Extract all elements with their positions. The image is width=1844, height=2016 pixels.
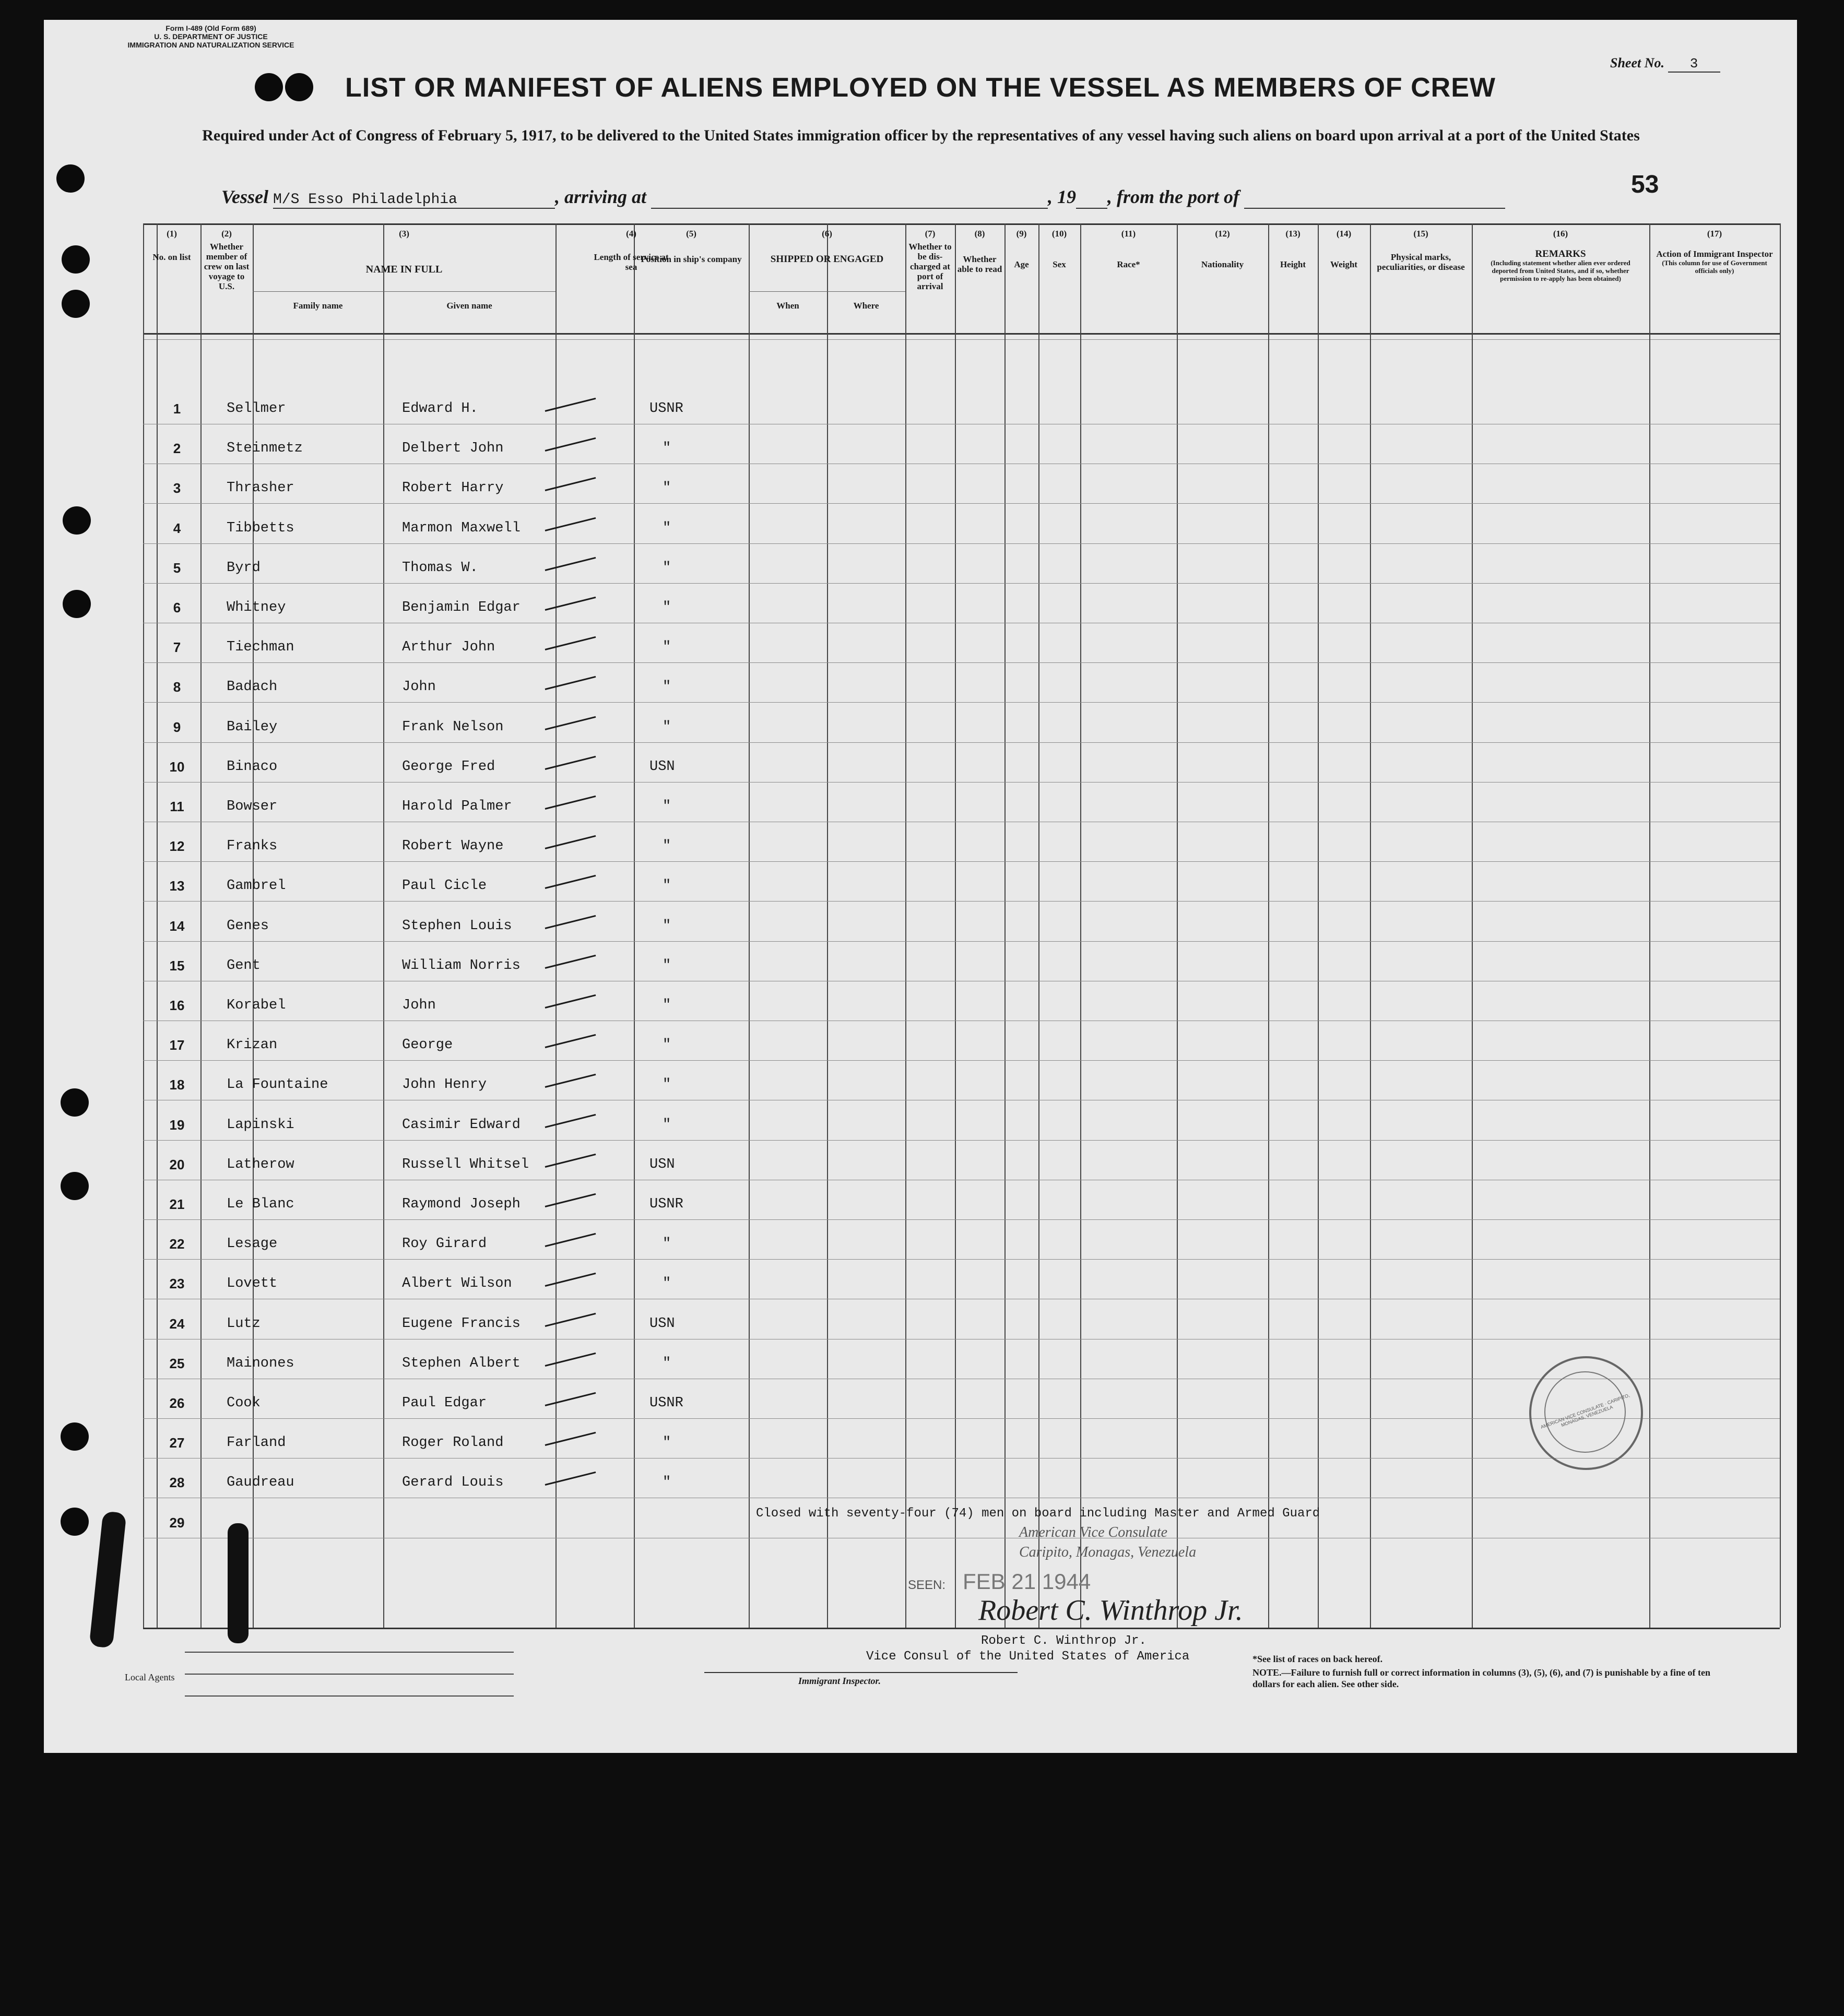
row-number: 5 — [173, 560, 181, 576]
col-line — [1080, 223, 1081, 1628]
service-check-mark — [545, 597, 596, 611]
family-name-cell: Thrasher — [227, 480, 294, 496]
position-cell: " — [663, 878, 671, 894]
col8-header: (8) Whether able to read — [957, 229, 1002, 274]
binder-residue-left — [89, 1511, 127, 1648]
col17-header: (17) Action of Immigrant Inspector (This column for use of Government officials only) — [1656, 229, 1773, 275]
col2-header: (2) Whether member of crew on last voyage to U.S. — [204, 229, 250, 291]
family-name-cell: Gambrel — [227, 878, 286, 894]
col-line — [634, 223, 635, 1628]
row-number: 6 — [173, 600, 181, 615]
family-name-cell: Franks — [227, 838, 278, 855]
given-name-cell: Casimir Edward — [402, 1117, 521, 1133]
col7-header: (7) Whether to be dis-charged at port of arrival — [908, 229, 952, 291]
agent-line-1 — [185, 1652, 514, 1653]
closing-statement: Closed with seventy-four (74) men on board including Master and Armed Guard — [756, 1507, 1320, 1521]
col-line — [143, 223, 144, 1628]
service-check-mark — [545, 477, 596, 491]
family-name-cell: Sellmer — [227, 401, 286, 417]
row-number: 17 — [169, 1037, 185, 1053]
given-name-cell: Roy Girard — [402, 1236, 487, 1252]
row-number: 29 — [169, 1514, 185, 1531]
row-rule — [143, 901, 1780, 902]
row-rule — [143, 1140, 1780, 1141]
service-check-mark — [545, 676, 596, 690]
family-name-cell: Lesage — [227, 1236, 278, 1252]
service-check-mark — [545, 1113, 596, 1128]
table-header-rule — [143, 333, 1780, 335]
position-cell: " — [663, 480, 671, 496]
position-cell: " — [663, 719, 671, 735]
row-number: 9 — [173, 719, 181, 735]
handwritten-signature: Robert C. Winthrop Jr. — [978, 1594, 1243, 1627]
col-line — [1318, 223, 1319, 1628]
col15-header: (15) Physical marks, peculiarities, or disease — [1377, 229, 1465, 272]
col9-header: (9) Age — [1014, 229, 1029, 269]
form-number: Form I-489 (Old Form 689) — [166, 24, 256, 32]
given-name-cell: Albert Wilson — [402, 1276, 512, 1292]
given-name-cell: Benjamin Edgar — [402, 600, 521, 615]
punch-hole — [56, 164, 85, 193]
given-name-cell: Paul Cicle — [402, 878, 487, 894]
row-number: 1 — [173, 401, 181, 417]
col-line — [1038, 223, 1039, 1628]
row-rule — [143, 861, 1780, 862]
given-name-cell: John — [402, 679, 436, 695]
given-name-cell: Paul Edgar — [402, 1395, 487, 1411]
given-name-cell: George Fred — [402, 758, 495, 775]
manifest-sheet — [44, 20, 1797, 1753]
page-title: LIST OR MANIFEST OF ALIENS EMPLOYED ON THE VESSEL AS MEMBERS OF CREW — [345, 73, 1496, 103]
service-check-mark — [545, 994, 596, 1009]
row-number: 25 — [169, 1355, 185, 1371]
row-number: 7 — [173, 639, 181, 656]
position-cell: USN — [649, 1315, 675, 1332]
col-line — [1780, 223, 1781, 1628]
col-line — [1177, 223, 1178, 1628]
family-name-cell: Gent — [227, 957, 261, 974]
row-rule — [143, 1060, 1780, 1061]
vessel-line — [221, 186, 1505, 209]
given-name-cell: Thomas W. — [402, 560, 478, 576]
given-name-cell: Eugene Francis — [402, 1315, 521, 1332]
row-rule — [143, 662, 1780, 663]
position-cell: " — [663, 918, 671, 934]
row-number: 3 — [173, 480, 181, 496]
penalty-note: NOTE.—Failure to furnish full or correct information in columns (3), (5), (6), and (7) is punishable by a fine of ten dollars for each alien. See other side. — [1252, 1667, 1711, 1689]
col-line — [200, 223, 202, 1628]
given-name-cell: Stephen Albert — [402, 1355, 521, 1371]
punch-hole — [61, 1422, 89, 1451]
service-check-mark — [545, 437, 596, 452]
service-check-mark — [545, 875, 596, 889]
service-check-mark — [545, 1233, 596, 1247]
family-name-cell: Binaco — [227, 758, 278, 775]
from-port-field — [1244, 192, 1505, 209]
position-cell: " — [663, 1077, 671, 1093]
year-field — [1076, 192, 1107, 209]
given-name-cell: Arthur John — [402, 639, 495, 656]
col11-header: (11) Race* — [1117, 229, 1140, 269]
row-number: 22 — [169, 1236, 185, 1252]
col1-header: (1) No. on list — [152, 229, 191, 262]
row-number: 12 — [169, 838, 185, 855]
position-cell: " — [663, 1236, 671, 1252]
position-cell: USN — [649, 1156, 675, 1172]
row-number: 18 — [169, 1077, 185, 1093]
sheet-number — [1610, 55, 1720, 73]
position-cell: " — [663, 1276, 671, 1292]
from-port-label: , from the port of — [1107, 186, 1240, 207]
col-line — [1268, 223, 1269, 1628]
arriving-port-field — [651, 192, 1048, 209]
seen-label: SEEN: — [908, 1578, 946, 1592]
position-cell: " — [663, 1117, 671, 1133]
row-number: 23 — [169, 1276, 185, 1292]
inspector-label: Immigrant Inspector. — [798, 1676, 881, 1686]
service-check-mark — [545, 1472, 596, 1486]
col14-header: (14) Weight — [1330, 229, 1357, 269]
row-number: 4 — [173, 520, 181, 536]
service-check-mark — [545, 915, 596, 929]
position-cell: " — [663, 639, 671, 656]
family-name-cell: Latherow — [227, 1156, 294, 1172]
position-cell: " — [663, 1355, 671, 1371]
family-name-cell: Genes — [227, 918, 269, 934]
family-name-cell: Korabel — [227, 998, 286, 1013]
where-header: Where — [853, 301, 879, 311]
races-note: *See list of races on back hereof. — [1252, 1654, 1383, 1664]
row-number: 26 — [169, 1395, 185, 1411]
given-name-cell: George — [402, 1037, 453, 1053]
page-number: 53 — [1631, 171, 1659, 198]
given-name-cell: Stephen Louis — [402, 918, 512, 934]
col6-header: (6) SHIPPED OR ENGAGED — [770, 229, 884, 265]
service-check-mark — [545, 835, 596, 849]
punch-hole — [61, 1508, 89, 1536]
position-cell: USN — [649, 758, 675, 775]
given-name-cell: Edward H. — [402, 401, 478, 417]
row-rule — [143, 583, 1780, 584]
given-name-cell: John — [402, 998, 436, 1013]
service-check-mark — [545, 1273, 596, 1287]
service-check-mark — [545, 1154, 596, 1168]
service-check-mark — [545, 716, 596, 730]
service-check-mark — [545, 1074, 596, 1088]
when-header: When — [776, 301, 799, 311]
seal-text: AMERICAN VICE CONSULATE · CARIPITO, MONAGAS, VENEZUELA — [1540, 1392, 1630, 1430]
family-name-cell: Tibbetts — [227, 520, 294, 536]
row-number: 16 — [169, 998, 185, 1013]
row-number: 15 — [169, 957, 185, 974]
punch-hole — [255, 73, 283, 101]
col3-header: (3) NAME IN FULL — [365, 229, 443, 275]
col5-header: (5) Position in ship's company — [641, 229, 742, 264]
service-check-mark — [545, 756, 596, 770]
position-cell: USNR — [649, 1196, 683, 1212]
family-name-cell: Badach — [227, 679, 278, 695]
service-name: IMMIGRATION AND NATURALIZATION SERVICE — [127, 41, 294, 49]
family-name-cell: Lutz — [227, 1315, 261, 1332]
agent-line-2 — [185, 1674, 514, 1675]
row-rule — [143, 941, 1780, 942]
service-check-mark — [545, 398, 596, 412]
signer-title: Vice Consul of the United States of America — [866, 1650, 1190, 1664]
row-number: 11 — [170, 799, 184, 814]
service-check-mark — [545, 636, 596, 650]
punch-hole — [285, 73, 313, 101]
col3-subrule — [253, 291, 555, 292]
family-name-cell: Tiechman — [227, 639, 294, 656]
row-number: 2 — [173, 441, 181, 457]
row-rule — [143, 702, 1780, 703]
position-cell: " — [663, 600, 671, 615]
position-cell: " — [663, 799, 671, 814]
family-name-header: Family name — [293, 301, 343, 311]
given-name-cell: Robert Harry — [402, 480, 504, 496]
col-line — [1649, 223, 1650, 1628]
family-name-cell: Farland — [227, 1435, 286, 1451]
row-rule — [143, 1219, 1780, 1220]
vessel-label: Vessel — [221, 186, 268, 207]
given-name-header: Given name — [446, 301, 492, 311]
position-cell: " — [663, 1475, 671, 1491]
service-check-mark — [545, 1034, 596, 1048]
col-line — [1370, 223, 1371, 1628]
service-check-mark — [545, 955, 596, 969]
position-cell: " — [663, 998, 671, 1013]
row-rule — [143, 742, 1780, 743]
family-name-cell: Lovett — [227, 1276, 278, 1292]
signature-rule — [890, 1628, 1307, 1629]
given-name-cell: John Henry — [402, 1077, 487, 1093]
department-name: U. S. DEPARTMENT OF JUSTICE — [154, 32, 268, 41]
given-name-cell: Raymond Joseph — [402, 1196, 521, 1212]
col-line — [749, 223, 750, 1628]
punch-hole — [63, 506, 91, 535]
row-rule — [143, 543, 1780, 544]
col6-subrule — [749, 291, 905, 292]
punch-hole — [62, 245, 90, 274]
punch-hole — [62, 290, 90, 318]
given-name-cell: Robert Wayne — [402, 838, 504, 855]
local-agents-label: Local Agents — [125, 1672, 175, 1682]
row-number: 28 — [169, 1475, 185, 1491]
given-name-cell: Delbert John — [402, 441, 504, 457]
row-number: 14 — [169, 918, 185, 934]
family-name-cell: Byrd — [227, 560, 261, 576]
year-label: , 19 — [1048, 186, 1077, 207]
service-check-mark — [545, 1312, 596, 1326]
row-number: 19 — [169, 1117, 185, 1133]
arriving-label: , arriving at — [555, 186, 647, 207]
row-number: 27 — [169, 1435, 185, 1451]
position-cell: " — [663, 560, 671, 576]
agent-line-3 — [185, 1695, 514, 1697]
given-name-cell: Roger Roland — [402, 1435, 504, 1451]
service-check-mark — [545, 1392, 596, 1406]
col-line — [383, 223, 384, 1628]
position-cell: USNR — [649, 401, 683, 417]
col-line — [1004, 223, 1006, 1628]
form-identifier — [122, 24, 300, 49]
sheet-label: Sheet No. — [1610, 55, 1664, 70]
col-line — [905, 223, 906, 1628]
service-check-mark — [545, 1432, 596, 1446]
signer-name: Robert C. Winthrop Jr. — [981, 1634, 1146, 1648]
given-name-cell: Gerard Louis — [402, 1475, 504, 1491]
consulate-line-1: American Vice Consulate — [1019, 1524, 1168, 1540]
row-rule — [143, 1259, 1780, 1260]
position-cell: " — [663, 838, 671, 855]
row-number: 10 — [169, 758, 185, 775]
given-name-cell: Harold Palmer — [402, 799, 512, 814]
given-name-cell: Russell Whitsel — [402, 1156, 529, 1172]
family-name-cell: Steinmetz — [227, 441, 303, 457]
row-rule — [143, 503, 1780, 504]
service-check-mark — [545, 796, 596, 810]
family-name-cell: Lapinski — [227, 1117, 294, 1133]
table-header-rule-2 — [143, 339, 1780, 340]
row-number: 13 — [169, 878, 185, 894]
inspector-line — [704, 1672, 1018, 1673]
page-subtitle: Required under Act of Congress of February 5, 1917, to be delivered to the United States immigration officer by the representatives of any vessel having such aliens on board upon arrival at a port of the United States — [202, 127, 1640, 144]
row-number: 20 — [169, 1156, 185, 1172]
vessel-name: M/S Esso Philadelphia — [273, 192, 555, 209]
col16-header: (16) REMARKS (Including statement whether alien ever ordered deported from United States, and if so, whether permission to re-apply has been obtained) — [1491, 229, 1630, 282]
binder-residue-right — [228, 1523, 249, 1643]
punch-hole — [61, 1172, 89, 1200]
family-name-cell: Gaudreau — [227, 1475, 294, 1491]
position-cell: " — [663, 679, 671, 695]
seen-date-stamp: FEB 21 1944 — [963, 1569, 1091, 1594]
family-name-cell: Mainones — [227, 1355, 294, 1371]
table-top-rule — [143, 223, 1780, 225]
family-name-cell: La Fountaine — [227, 1077, 328, 1093]
position-cell: USNR — [649, 1395, 683, 1411]
col-line — [1472, 223, 1473, 1628]
given-name-cell: Marmon Maxwell — [402, 520, 521, 536]
service-check-mark — [545, 517, 596, 531]
position-cell: " — [663, 957, 671, 974]
given-name-cell: Frank Nelson — [402, 719, 504, 735]
col12-header: (12) Nationality — [1201, 229, 1244, 269]
row-number: 24 — [169, 1315, 185, 1332]
row-number: 21 — [169, 1196, 185, 1212]
consulate-line-2: Caripito, Monagas, Venezuela — [1019, 1544, 1197, 1560]
service-check-mark — [545, 1353, 596, 1367]
position-cell: " — [663, 441, 671, 457]
punch-hole — [63, 590, 91, 618]
col4-header: (4) Length of service at sea — [594, 229, 669, 272]
col10-header: (10) Sex — [1051, 229, 1067, 269]
row-number: 8 — [173, 679, 181, 695]
sheet-value: 3 — [1668, 56, 1720, 73]
family-name-cell: Le Blanc — [227, 1196, 294, 1212]
position-cell: " — [663, 1037, 671, 1053]
family-name-cell: Whitney — [227, 600, 286, 615]
family-name-cell: Krizan — [227, 1037, 278, 1053]
col-line — [955, 223, 956, 1628]
col13-header: (13) Height — [1280, 229, 1306, 269]
family-name-cell: Bailey — [227, 719, 278, 735]
family-name-cell: Bowser — [227, 799, 278, 814]
position-cell: " — [663, 1435, 671, 1451]
consulate-seal — [1529, 1356, 1643, 1470]
given-name-cell: William Norris — [402, 957, 521, 974]
family-name-cell: Cook — [227, 1395, 261, 1411]
position-cell: " — [663, 520, 671, 536]
punch-hole — [61, 1088, 89, 1117]
service-check-mark — [545, 1193, 596, 1207]
service-check-mark — [545, 557, 596, 571]
col-line — [827, 223, 828, 1628]
